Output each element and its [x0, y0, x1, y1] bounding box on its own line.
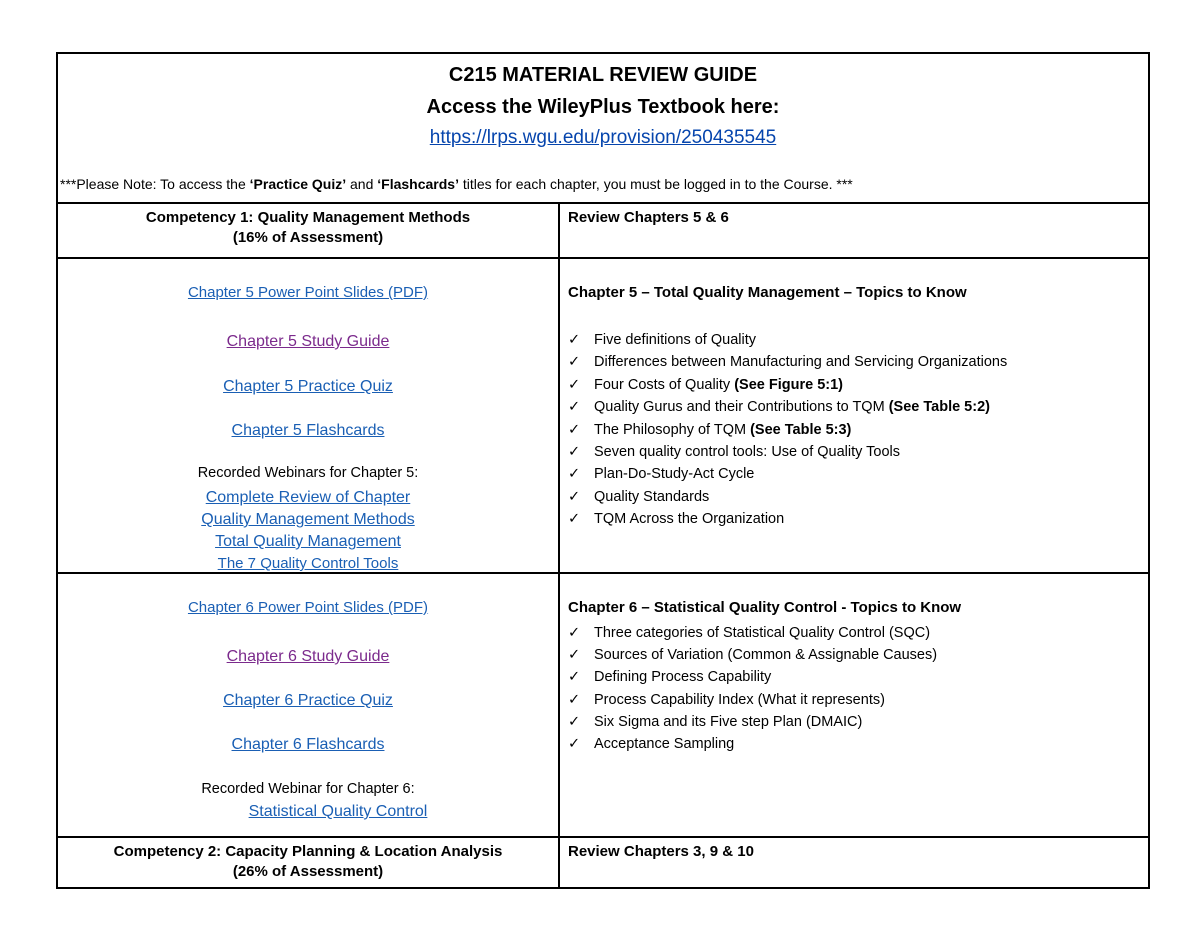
topic-text: Sources of Variation (Common & Assignable Causes): [594, 647, 938, 664]
check-icon: ✓: [568, 713, 581, 730]
webinar-link[interactable]: Quality Management Methods: [201, 511, 415, 528]
check-icon: ✓: [568, 736, 581, 753]
row-divider: [58, 257, 1148, 259]
textbook-access-heading: Access the WileyPlus Textbook here:: [426, 96, 780, 118]
webinar-link[interactable]: Statistical Quality Control: [248, 803, 428, 820]
competency-2-name: Competency 2: Capacity Planning & Location Analysis: [113, 843, 503, 860]
topic-reference: (See Table 5:2): [888, 399, 990, 416]
webinar-link[interactable]: The 7 Quality Control Tools: [217, 555, 399, 572]
check-icon: ✓: [568, 691, 581, 708]
chapter-6-webinar-label: Recorded Webinar for Chapter 6:: [201, 781, 415, 797]
check-icon: ✓: [568, 511, 581, 528]
document-title: C215 MATERIAL REVIEW GUIDE: [448, 64, 758, 86]
list-item: [568, 351, 1007, 373]
chapter-5-study-guide-link[interactable]: Chapter 5 Study Guide: [226, 333, 390, 350]
topic-text: Three categories of Statistical Quality Control (SQC): [594, 625, 931, 641]
competency-2-title: [58, 843, 558, 880]
topic-text: Five definitions of Quality: [594, 332, 756, 348]
topic-text: Six Sigma and its Five step Plan (DMAIC): [594, 713, 863, 730]
list-item: [568, 441, 1007, 463]
topic-text: Quality Standards: [594, 488, 710, 505]
chapter-5-practice-quiz-link[interactable]: Chapter 5 Practice Quiz: [223, 378, 393, 395]
list-item: [568, 396, 1007, 418]
topic-text: Seven quality control tools: Use of Quality Tools: [594, 444, 901, 461]
webinar-link[interactable]: Total Quality Management: [215, 533, 401, 550]
list-item: [568, 486, 1007, 508]
webinar-link[interactable]: Complete Review of Chapter: [205, 489, 411, 506]
chapter-5-webinars-label: Recorded Webinars for Chapter 5:: [197, 465, 419, 481]
check-icon: ✓: [568, 332, 581, 348]
textbook-link[interactable]: https://lrps.wgu.edu/provision/250435545: [429, 127, 777, 148]
competency-1-name: Competency 1: Quality Management Methods: [145, 209, 471, 226]
competency-1-review: Review Chapters 5 & 6: [568, 209, 729, 226]
topic-text: Plan-Do-Study-Act Cycle: [594, 466, 755, 483]
topic-reference: (See Table 5:3): [750, 421, 852, 438]
row-divider: [58, 836, 1148, 838]
check-icon: ✓: [568, 399, 581, 416]
note-suffix: titles for each chapter, you must be logged in to the Course. ***: [458, 176, 853, 192]
chapter-5-topic-list: [568, 329, 1007, 531]
list-item: [568, 644, 937, 666]
topic-text: Process Capability Index (What it represents): [594, 691, 885, 708]
competency-1-title: [58, 209, 558, 246]
topic-text: Four Costs of Quality: [594, 376, 735, 393]
topic-text: Quality Gurus and their Contributions to TQM: [594, 399, 889, 416]
check-icon: ✓: [568, 669, 581, 686]
column-divider: [558, 203, 560, 889]
chapter-6-practice-quiz-link[interactable]: Chapter 6 Practice Quiz: [223, 692, 393, 709]
chapter-6-flashcards-link[interactable]: Chapter 6 Flashcards: [231, 736, 385, 753]
topic-text: The Philosophy of TQM: [594, 421, 751, 438]
check-icon: ✓: [568, 488, 581, 505]
list-item: [568, 329, 1007, 351]
check-icon: ✓: [568, 444, 581, 461]
topic-text: TQM Across the Organization: [594, 511, 785, 528]
chapter-5-flashcards-link[interactable]: Chapter 5 Flashcards: [231, 422, 385, 439]
chapter-6-study-guide-link[interactable]: Chapter 6 Study Guide: [226, 648, 390, 665]
note-flashcards: ‘Flashcards’: [377, 176, 459, 192]
chapter-6-slides-link[interactable]: Chapter 6 Power Point Slides (PDF): [187, 599, 429, 616]
chapter-5-webinar-list: [58, 487, 558, 575]
check-icon: ✓: [568, 354, 581, 371]
chapter-6-topic-list: [568, 622, 937, 755]
note-practice-quiz: ‘Practice Quiz’: [249, 176, 347, 192]
list-item: [568, 666, 937, 688]
list-item: [568, 733, 937, 755]
check-icon: ✓: [568, 376, 581, 393]
list-item: [568, 622, 937, 644]
list-item: [568, 711, 937, 733]
row-divider: [58, 202, 1148, 204]
competency-2-review: Review Chapters 3, 9 & 10: [568, 843, 754, 860]
list-item: [568, 463, 1007, 485]
note-mid: and: [346, 176, 378, 192]
chapter-5-topics-title: Chapter 5 – Total Quality Management – Topics to Know: [568, 284, 967, 301]
topic-text: Differences between Manufacturing and Servicing Organizations: [594, 354, 1008, 371]
check-icon: ✓: [568, 421, 581, 438]
competency-1-weight: (16% of Assessment): [232, 229, 384, 246]
chapter-5-slides-link[interactable]: Chapter 5 Power Point Slides (PDF): [187, 284, 429, 301]
competency-2-weight: (26% of Assessment): [232, 863, 384, 880]
topic-text: Defining Process Capability: [594, 669, 772, 686]
topic-reference: (See Figure 5:1): [734, 376, 843, 393]
list-item: [568, 508, 1007, 530]
topic-text: Acceptance Sampling: [594, 736, 735, 753]
list-item: [568, 419, 1007, 441]
list-item: [568, 374, 1007, 396]
note-prefix: ***Please Note: To access the: [60, 176, 250, 192]
check-icon: ✓: [568, 466, 581, 483]
login-note: [60, 176, 853, 192]
review-guide-document: [56, 52, 1150, 889]
chapter-6-topics-title: Chapter 6 – Statistical Quality Control - Topics to Know: [568, 599, 962, 616]
check-icon: ✓: [568, 625, 581, 641]
list-item: [568, 689, 937, 711]
check-icon: ✓: [568, 647, 581, 664]
